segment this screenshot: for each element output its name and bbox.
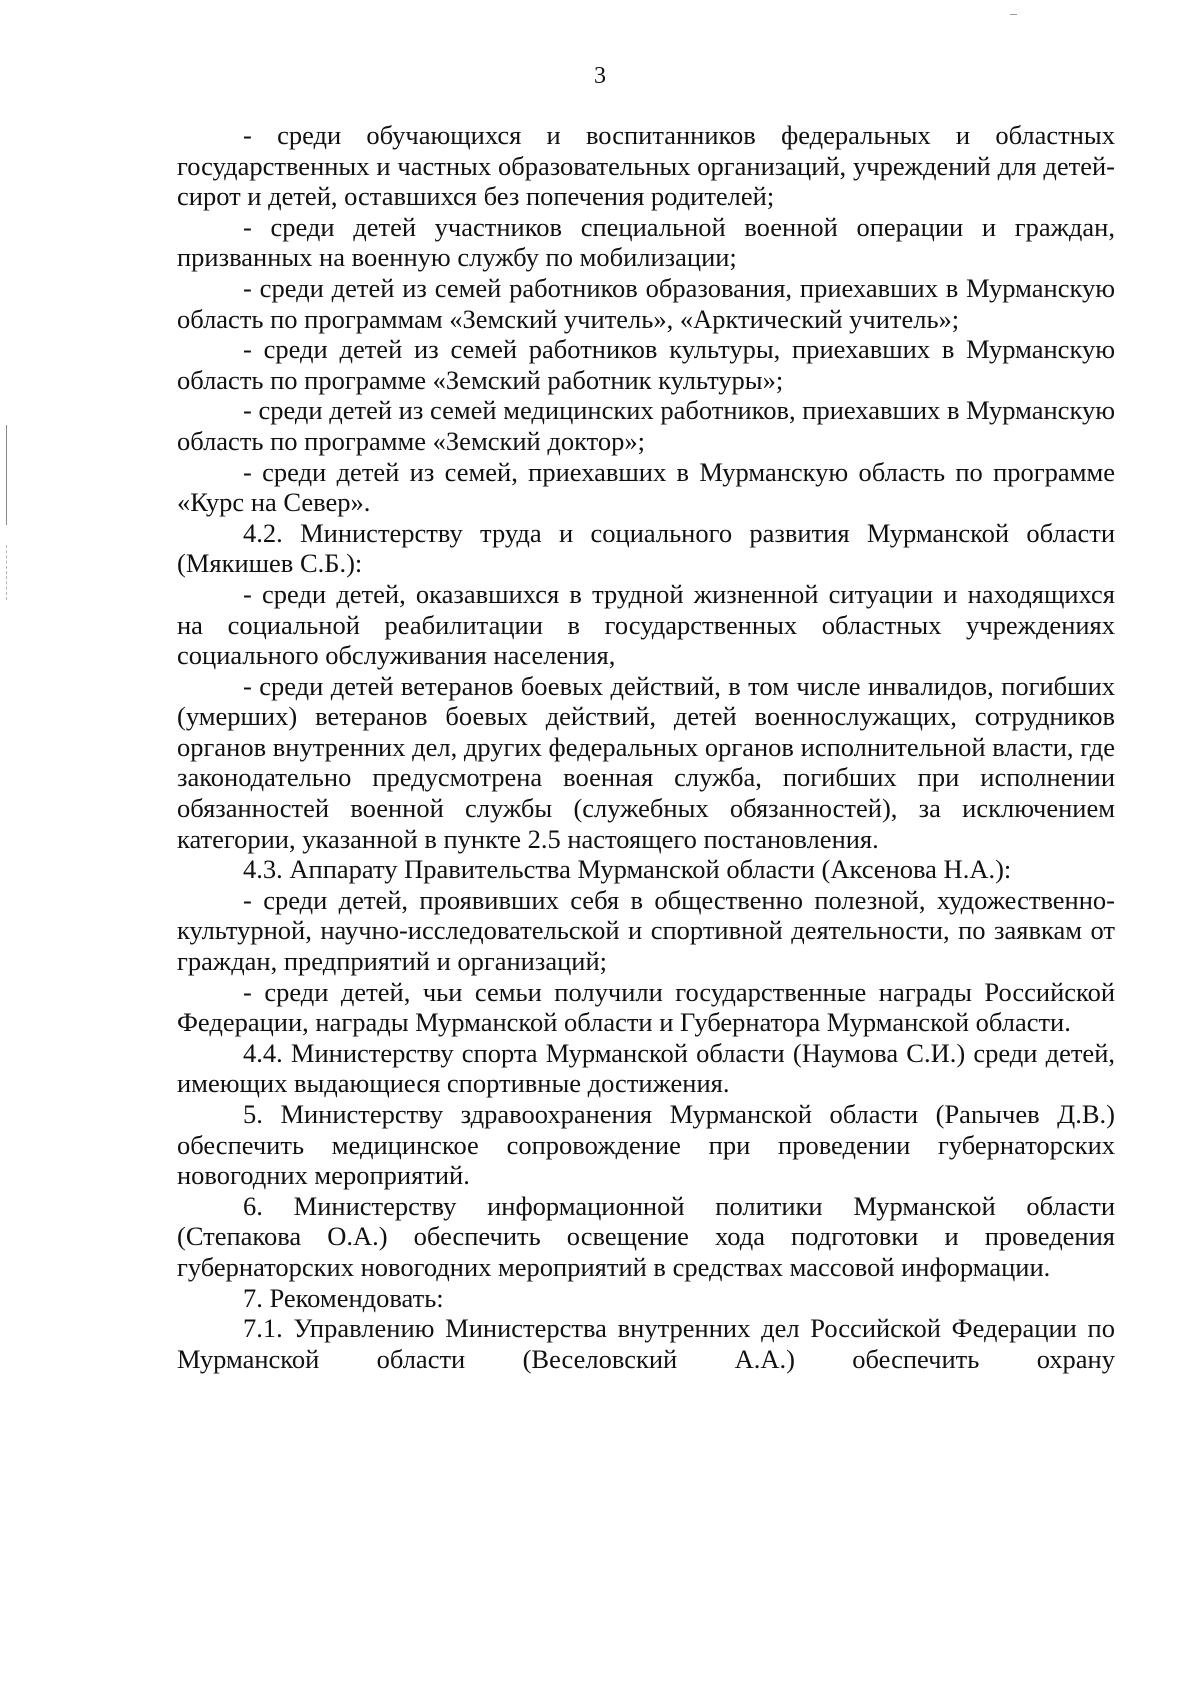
scan-margin-line xyxy=(6,425,7,525)
document-body xyxy=(177,120,1115,1374)
paragraph-difficult-situation: - среди детей, оказавшихся в трудной жизненной ситуации и находящихся на социальной реабилитации в государственных областных учреждениях социального обслуживания населения, xyxy=(177,578,1115,671)
paragraph-orphans-students: - среди обучающихся и воспитанников федеральных и областных государственных и частных образовательных организаций, учреждений для детей-сирот и детей, оставшихся без попечения родителей; xyxy=(177,120,1115,212)
paragraph-state-awards: - среди детей, чьи семьи получили государственные награды Российской Федерации, награды Мурманской области и Губернатора Мурманской области. xyxy=(177,976,1115,1038)
paragraph-veterans-children: - среди детей ветеранов боевых действий, в том числе инвалидов, погибших (умерших) ветеранов боевых действий, детей военнослужащих, сотрудников органов внутренних дел, других федеральных органов исполнительной власти, где законодательно предусмотрена военная служба, погибших при исполнении обязанностей военной службы (служебных обязанностей), за исключением категории, указанной в пункте 2.5 настоящего постановления. xyxy=(177,670,1115,854)
paragraph-medical-workers: - среди детей из семей медицинских работников, приехавших в Мурманскую область по программе «Земский доктор»; xyxy=(177,395,1115,456)
scan-artifact-mark xyxy=(1010,14,1017,15)
paragraph-4-4: 4.4. Министерству спорта Мурманской области (Наумова С.И.) среди детей, имеющих выдающиеся спортивные достижения. xyxy=(177,1037,1115,1099)
paragraph-svo-children: - среди детей участников специальной военной операции и граждан, призванных на военную службу по мобилизации; xyxy=(177,211,1115,273)
paragraph-7: 7. Рекомендовать: xyxy=(243,1282,444,1313)
paragraph-useful-activity: - среди детей, проявивших себя в общественно полезной, художественно-культурной, научно-исследовательской и спортивной деятельности, по заявкам от граждан, предприятий и организаций; xyxy=(177,884,1115,977)
paragraph-kurs-na-sever: - среди детей из семей, приехавших в Мурманскую область по программе «Курс на Север». xyxy=(177,456,1115,518)
paragraph-6: 6. Министерству информационной политики Мурманской области (Степакова О.А.) обеспечить освещение хода подготовки и проведения губернаторских новогодних мероприятий в средствах массовой информации. xyxy=(177,1190,1115,1282)
paragraph-5: 5. Министерству здравоохранения Мурманской области (Panычев Д.В.) обеспечить медицинское сопровождение при проведении губернаторских новогодних мероприятий. xyxy=(177,1099,1115,1191)
paragraph-education-workers: - среди детей из семей работников образования, приехавших в Мурманскую область по программам «Земский учитель», «Арктический учитель»; xyxy=(177,272,1115,334)
scan-margin-line-dashed xyxy=(6,545,7,600)
paragraph-4-3: 4.3. Аппарату Правительства Мурманской области (Аксенова Н.А.): xyxy=(243,854,1012,885)
paragraph-4-2: 4.2. Министерству труда и социального развития Мурманской области (Мякишев С.Б.): xyxy=(177,517,1115,579)
paragraph-7-1: 7.1. Управлению Министерства внутренних дел Российской Федерации по Мурманской области (Веселовский А.А.) обеспечить охрану xyxy=(177,1313,1115,1374)
paragraph-culture-workers: - среди детей из семей работников культуры, приехавших в Мурманскую область по программе «Земский работник культуры»; xyxy=(177,334,1115,395)
page-number: 3 xyxy=(594,63,606,89)
